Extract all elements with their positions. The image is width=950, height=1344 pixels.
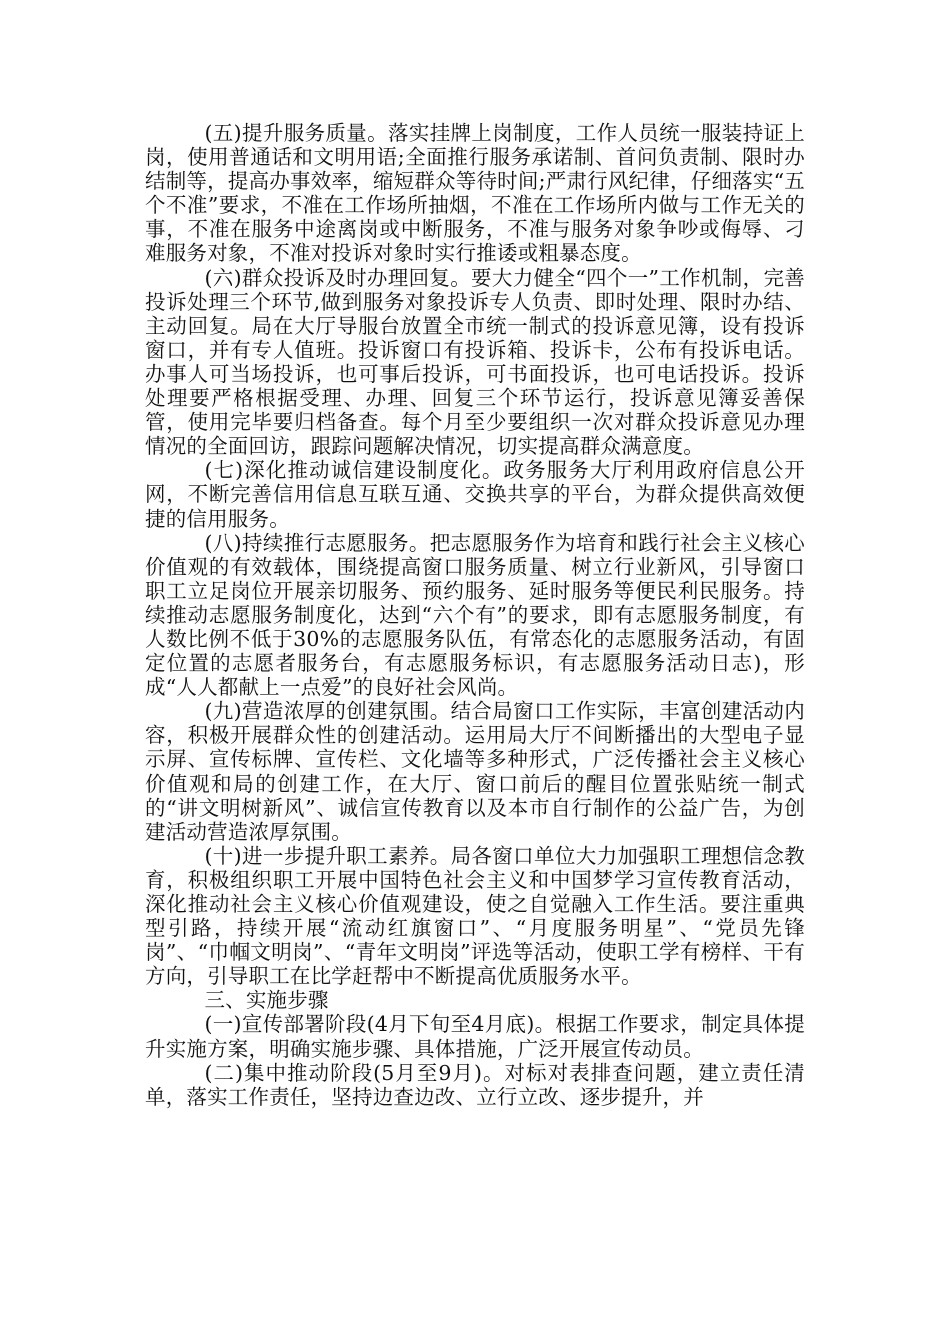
paragraph-step-promotion: (二)集中推动阶段(5月至9月)。对标对表排查问题，建立责任清单，落实工作责任，坚持边查边改、立行立改、逐步提升，并 — [145, 1060, 805, 1109]
paragraph-step-publicity: (一)宣传部署阶段(4月下旬至4月底)。根据工作要求，制定具体提升实施方案，明确实施步骤、具体措施，广泛开展宣传动员。 — [145, 1012, 805, 1061]
paragraph-creation-atmosphere: (九)营造浓厚的创建氛围。结合局窗口工作实际，丰富创建活动内容，积极开展群众性的创建活动。运用局大厅不间断播出的大型电子显示屏、宣传标牌、宣传栏、文化墙等多种形式，广泛传播社会主义核心价值观和局的创建工作，在大厅、窗口前后的醒目位置张贴统一制式的“讲文明树新风”、诚信宣传教育以及本市自行制作的公益广告，为创建活动营造浓厚氛围。 — [145, 699, 805, 844]
document-body — [145, 121, 805, 1109]
paragraph-integrity-building: (七)深化推动诚信建设制度化。政务服务大厅利用政府信息公开网，不断完善信用信息互联互通、交换共享的平台，为群众提供高效便捷的信用服务。 — [145, 458, 805, 531]
paragraph-improve-service-quality: (五)提升服务质量。落实挂牌上岗制度，工作人员统一服装持证上岗，使用普通话和文明用语;全面推行服务承诺制、首问负责制、限时办结制等，提高办事效率，缩短群众等待时间;严肃行风纪律，仔细落实“五个不准”要求，不准在工作场所抽烟，不准在工作场所内做与工作无关的事，不准在服务中途离岗或中断服务，不准与服务对象争吵或侮辱、刁难服务对象，不准对投诉对象时实行推诿或粗暴态度。 — [145, 121, 805, 266]
section-heading-implementation-steps: 三、实施步骤 — [204, 988, 329, 1013]
paragraph-volunteer-service: (八)持续推行志愿服务。把志愿服务作为培育和践行社会主义核心价值观的有效载体，围绕提高窗口服务质量、树立行业新风，引导窗口职工立足岗位开展亲切服务、预约服务、延时服务等便民利民服务。持续推动志愿服务制度化，达到“六个有”的要求，即有志愿服务制度，有人数比例不低于30%的志愿服务队伍，有常态化的志愿服务活动，有固定位置的志愿者服务台，有志愿服务标识，有志愿服务活动日志)，形成“人人都献上一点爱”的良好社会风尚。 — [145, 530, 805, 700]
paragraph-complaint-handling: (六)群众投诉及时办理回复。要大力健全“四个一”工作机制，完善投诉处理三个环节,做到服务对象投诉专人负责、即时处理、限时办结、主动回复。局在大厅导服台放置全市统一制式的投诉意见簿，设有投诉窗口，并有专人值班。投诉窗口有投诉箱、投诉卡，公布有投诉电话。办事人可当场投诉，也可事后投诉，可书面投诉，也可电话投诉。投诉处理要严格根据受理、办理、回复三个环节运行，投诉意见簿妥善保管，使用完毕要归档备查。每个月至少要组织一次对群众投诉意见办理情况的全面回访，跟踪问题解决情况，切实提高群众满意度。 — [145, 265, 805, 459]
paragraph-staff-quality: (十)进一步提升职工素养。局各窗口单位大力加强职工理想信念教育，积极组织职工开展中国特色社会主义和中国梦学习宣传教育活动，深化推动社会主义核心价值观建设，使之自觉融入工作生活。要注重典型引路，持续开展“流动红旗窗口”、“月度服务明星”、“党员先锋岗”、“巾帼文明岗”、“青年文明岗”评选等活动，使职工学有榜样、干有方向，引导职工在比学赶帮中不断提高优质服务水平。 — [145, 843, 805, 989]
